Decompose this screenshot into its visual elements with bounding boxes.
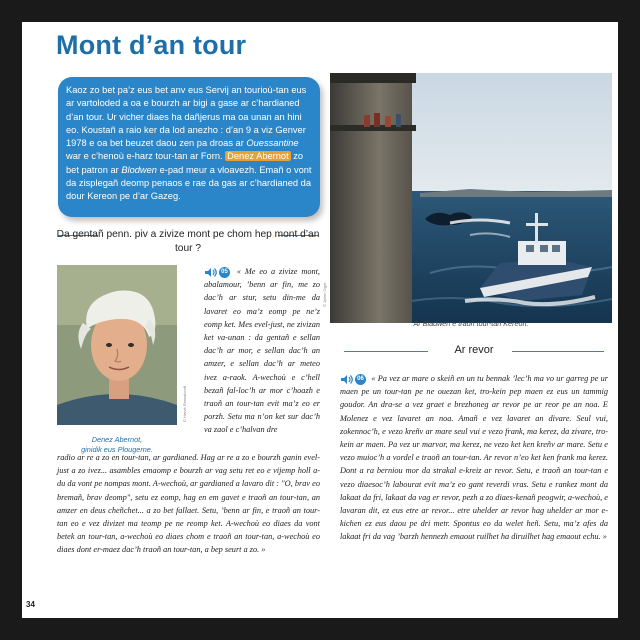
audio-track-06[interactable] [340, 374, 366, 385]
page-number: 34 [26, 600, 35, 609]
interview-text-top: 05 « Me eo a zivize mont, abalamour, ’benn ar fin, me zo dac’h ar stur, setu din-me da lavaret eo ma’z eomp pe ne’z eomp ket. Mes evel-just, ne zivizan ket va-unan : da gentañ e sellan dac’h ar mor, e sellan dac’h an amzer, e sellan dac’h ar meteo ivez a-raok. A-wechoù e c’hell bezañ fal-loc’h ar mor c’hoazh e traoñ an tour-tan evit ma’z eo er porzh. Setu ma n’on ket sur dac’h va zaol e c’halvan dre [204, 267, 321, 435]
intro-text-2: war e c’henoù e-harz tour-tan ar Forn. [66, 151, 223, 162]
person-name-highlight: Denez Abernot [227, 151, 289, 162]
revor-text: 06 « Pa vez ar mare o skeiñ en un tu bennak ’lec’h ma vo ur garreg pe ur maen pe un tour-tan pe ne ouezan ket, tro-kein pep maen ez eus un tammig goudor. An dra-se a vez graet e brezhoneg ar revor pe ar reor pe an noa. E Molenez e vez lavaret an noa. Amañ e vez lavaret an divare. Seul vui, zokennoc’h, e vezo kreñv ar mare seul vui e vezo frank, ma kerez, da zivare, tro-kein ar maen. Pa vez ur marvor, ma kerez, ne vezo ket ken kreñv ar mare. Setu e vezo muioc’h a vordel e traoñ an tour-tan. Ar revor n’eo ket ken frank ma kerez. Dont a ra berniou mor da strakal e-kreiz ar revor. Setu, e traoñ an tour-tan e vezo diaesoc’h labourat evit ma’z eo gant reverdi vras. Setu e rankez mont da lakaat da fri, lakaat da vag er revor, pezh a zo diaes-kenañ peogwir, a-wechoù, e lavaran dit, ez eus etre ar revor... etre uhelder ar revor hag uhelder ar mor e-kichen ez eus daou pe dri metr. Spontus eo da welet heñ. Setu, ma’z afes da lakaat fri da vag ’barzh hennezh emaout ruilhet ha diruilhet hag emaout echu. » [340, 374, 608, 542]
audio-track-05[interactable] [204, 267, 230, 278]
intro-text-4: e-pad meur a vloavezh. Emañ o vont da zisplegañ deomp penaos e rae da gas ar c’hardianed da dour Kereon pe d’ar Gazeg. [66, 164, 312, 202]
audio-track-number: 06 [355, 374, 366, 385]
speaker-icon [204, 267, 217, 278]
portrait-caption-role: ginidik eus Plougerne. [81, 445, 153, 454]
portrait-caption-name: Denez Abernot, [91, 435, 143, 444]
interview-text-bottom: radio ar re a zo en tour-tan, ar gardianed. Hag ar re a zo e bourzh ganin evel-just a zo ivez... asambles emaomp e bourzh ar vag setu ret eo e vijemp holl a-du da vont pe nompas mont. A-wechoù, ar gardianed a lavaro dit : "O, brav eo bremañ, brav deomp", setu ez eomp, hag en em gavet e traoñ an tour-tan, an amzer en deus cheñchet... a zo bet fallaet. Setu, ’benn ar fin, e traoñ an tour-tan eo e vez divizet ma teomp pe ne reomp ket. A-wechoù eo diaes da vont betek an tour-tan, a-wechoù eo diaes chom e traoñ an tour-tan, a-wechoù eo diaes dont er-maez dac’h traoñ an tour-tan, a bep seurt a zo. » [57, 453, 320, 555]
audio-track-number: 05 [219, 267, 230, 278]
intro-box [58, 77, 320, 217]
portrait-photo [57, 265, 177, 425]
speaker-icon [340, 374, 353, 385]
boat-name-ouessantine: Ouessantine [246, 138, 299, 149]
section-heading: Ar revor [454, 344, 494, 356]
question-heading: Da gentañ penn. piv a zivize mont pe chom hep mont d’an tour ? [56, 229, 320, 254]
intro-text-1: Kaoz zo bet pa’z eus bet anv eus Servij an tourioù-tan eus ar vartoloded a oa e bourzh ar bigi a gase ar c’hardianed d’an tour. Ur vicher diaes ha dañjerus ma oa unan an hini eo. Koustañ a raio ker da lod anezho : d’an 9 a viz Genver 1978 e oa bet beuzet daou zen pa droas ar [66, 85, 307, 149]
boat-name-blodwen: Blodwen [121, 164, 157, 175]
page-title: Mont d’an tour [56, 30, 247, 60]
intro-text-3: zo bet patron ar [66, 151, 304, 175]
page [22, 22, 618, 618]
lighthouse-boat-photo [330, 73, 612, 323]
photo-caption: Ar Bladwen e traoñ tour-tan Kereon. [413, 319, 529, 328]
photo-credit: © Julien Ogor [322, 282, 327, 307]
portrait-credit: © Hervé Ronsabcoff [182, 385, 187, 422]
